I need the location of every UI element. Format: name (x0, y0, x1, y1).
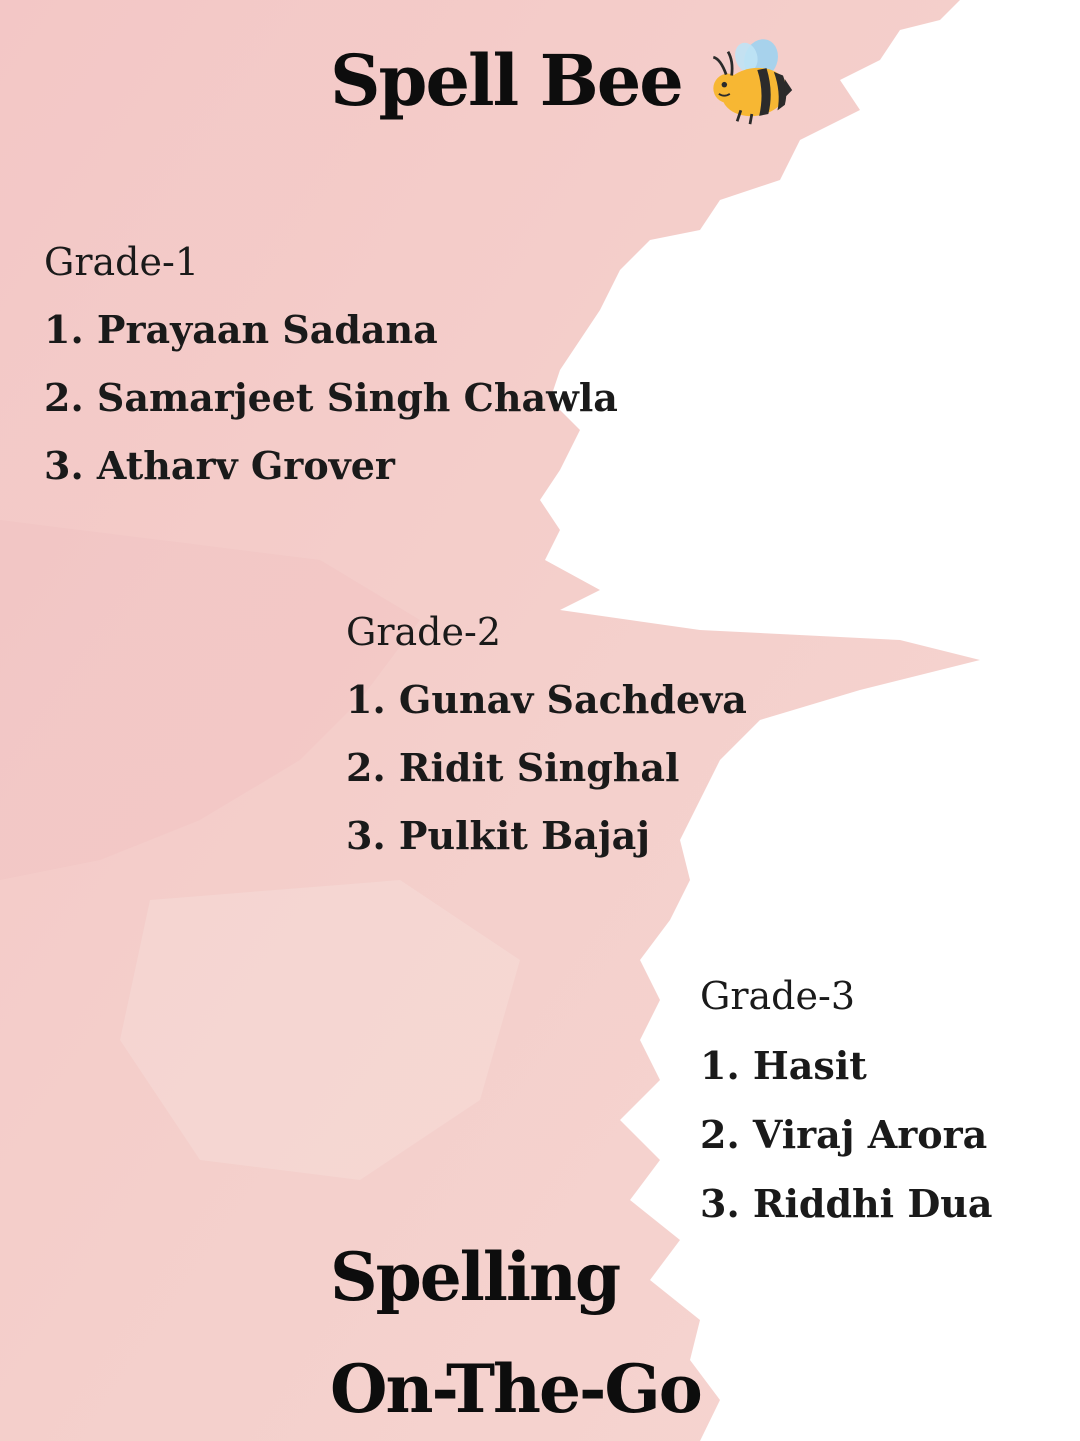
page-title (330, 36, 796, 126)
winner-entry: 3. Pulkit Bajaj (346, 813, 650, 858)
winner-entry: 3. Riddhi Dua (700, 1181, 993, 1226)
grade-heading: Grade-2 (346, 610, 502, 654)
footer-tagline-line-2: On-The-Go (330, 1350, 701, 1428)
title-text: Spell Bee (330, 39, 682, 122)
grade-heading: Grade-1 (44, 240, 200, 284)
winner-entry: 1. Prayaan Sadana (44, 307, 438, 352)
winner-entry: 2. Samarjeet Singh Chawla (44, 375, 618, 420)
winner-entry: 3. Atharv Grover (44, 443, 395, 488)
grade-2-section (346, 598, 747, 870)
winner-entry: 1. Gunav Sachdeva (346, 677, 747, 722)
grade-3-section (700, 962, 993, 1238)
winner-entry: 2. Ridit Singhal (346, 745, 680, 790)
winner-entry: 1. Hasit (700, 1043, 867, 1088)
winner-entry: 2. Viraj Arora (700, 1112, 988, 1157)
grade-heading: Grade-3 (700, 974, 856, 1018)
bee-icon (704, 37, 796, 125)
grade-1-section (44, 228, 618, 500)
footer-tagline-line-1: Spelling (330, 1238, 620, 1316)
